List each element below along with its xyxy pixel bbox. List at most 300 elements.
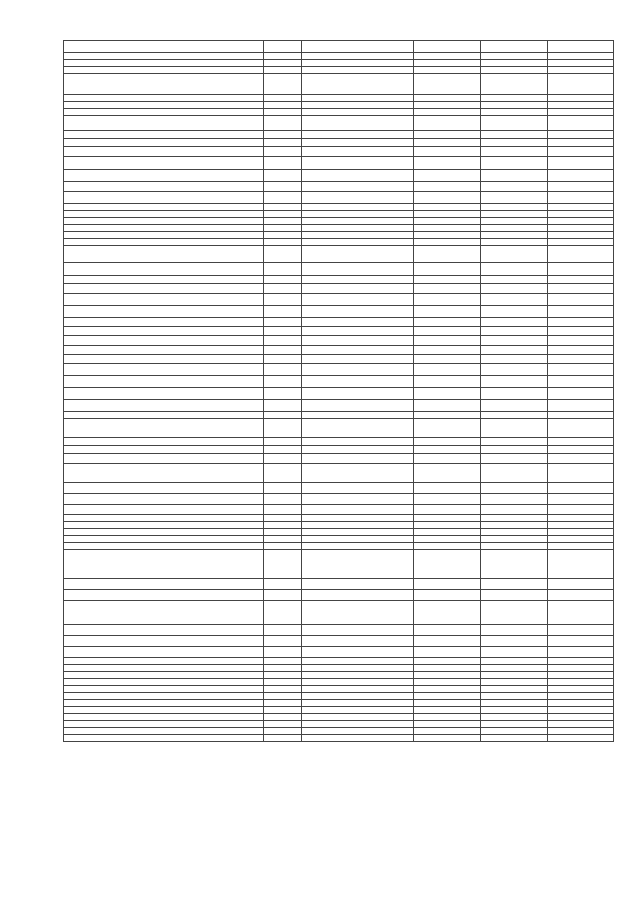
- row-executed-cell: [481, 364, 548, 376]
- row-budget-code-cell: [302, 579, 414, 590]
- row-name-cell: [64, 327, 264, 336]
- row-budget-code-cell: [302, 284, 414, 294]
- row-unexecuted-cell: [548, 464, 614, 483]
- table-row: [64, 147, 614, 157]
- row-line-code-cell: [264, 590, 302, 601]
- row-approved-cell: [414, 53, 481, 60]
- row-approved-cell: [414, 327, 481, 336]
- row-approved-cell: [414, 672, 481, 679]
- row-budget-code-cell: [302, 182, 414, 192]
- row-name-cell: [64, 464, 264, 483]
- row-name-cell: [64, 636, 264, 647]
- row-budget-code-cell: [302, 60, 414, 67]
- row-approved-cell: [414, 529, 481, 536]
- row-name-cell: [64, 388, 264, 400]
- row-line-code-cell: [264, 170, 302, 182]
- row-unexecuted-cell: [548, 412, 614, 419]
- table-row: [64, 505, 614, 515]
- row-approved-cell: [414, 109, 481, 116]
- row-approved-cell: [414, 336, 481, 346]
- row-budget-code-cell: [302, 204, 414, 211]
- row-budget-code-cell: [302, 170, 414, 182]
- row-unexecuted-cell: [548, 735, 614, 742]
- row-approved-cell: [414, 376, 481, 388]
- row-approved-cell: [414, 239, 481, 246]
- row-executed-cell: [481, 116, 548, 131]
- table-row: [64, 625, 614, 636]
- row-budget-code-cell: [302, 211, 414, 218]
- row-executed-cell: [481, 483, 548, 494]
- row-executed-cell: [481, 700, 548, 707]
- row-line-code-cell: [264, 204, 302, 211]
- row-unexecuted-cell: [548, 60, 614, 67]
- table-row: [64, 454, 614, 464]
- row-unexecuted-cell: [548, 67, 614, 74]
- row-name-cell: [64, 67, 264, 74]
- table-row: [64, 60, 614, 67]
- table-row: [64, 131, 614, 139]
- table-row: [64, 192, 614, 204]
- row-executed-cell: [481, 263, 548, 276]
- row-line-code-cell: [264, 536, 302, 543]
- row-executed-cell: [481, 686, 548, 693]
- row-executed-cell: [481, 41, 548, 53]
- row-executed-cell: [481, 647, 548, 658]
- row-unexecuted-cell: [548, 225, 614, 232]
- table-row: [64, 294, 614, 306]
- row-line-code-cell: [264, 543, 302, 550]
- row-approved-cell: [414, 438, 481, 446]
- row-name-cell: [64, 284, 264, 294]
- row-unexecuted-cell: [548, 211, 614, 218]
- row-budget-code-cell: [302, 543, 414, 550]
- row-approved-cell: [414, 700, 481, 707]
- row-approved-cell: [414, 579, 481, 590]
- row-name-cell: [64, 139, 264, 147]
- row-name-cell: [64, 665, 264, 672]
- row-name-cell: [64, 102, 264, 109]
- row-budget-code-cell: [302, 494, 414, 505]
- row-unexecuted-cell: [548, 494, 614, 505]
- row-line-code-cell: [264, 95, 302, 102]
- row-approved-cell: [414, 211, 481, 218]
- row-budget-code-cell: [302, 74, 414, 95]
- table-row: [64, 679, 614, 686]
- row-name-cell: [64, 355, 264, 364]
- row-budget-code-cell: [302, 53, 414, 60]
- row-executed-cell: [481, 721, 548, 728]
- row-budget-code-cell: [302, 225, 414, 232]
- row-approved-cell: [414, 218, 481, 225]
- table-row: [64, 714, 614, 721]
- row-unexecuted-cell: [548, 707, 614, 714]
- table-row: [64, 707, 614, 714]
- row-name-cell: [64, 74, 264, 95]
- row-unexecuted-cell: [548, 355, 614, 364]
- row-executed-cell: [481, 53, 548, 60]
- row-name-cell: [64, 276, 264, 284]
- row-name-cell: [64, 239, 264, 246]
- row-executed-cell: [481, 714, 548, 721]
- row-approved-cell: [414, 95, 481, 102]
- table-row: [64, 376, 614, 388]
- row-executed-cell: [481, 728, 548, 735]
- row-approved-cell: [414, 636, 481, 647]
- row-budget-code-cell: [302, 276, 414, 284]
- row-line-code-cell: [264, 318, 302, 327]
- row-executed-cell: [481, 601, 548, 625]
- row-line-code-cell: [264, 306, 302, 318]
- row-name-cell: [64, 714, 264, 721]
- row-unexecuted-cell: [548, 536, 614, 543]
- row-budget-code-cell: [302, 139, 414, 147]
- row-name-cell: [64, 494, 264, 505]
- row-approved-cell: [414, 536, 481, 543]
- row-line-code-cell: [264, 400, 302, 412]
- row-executed-cell: [481, 355, 548, 364]
- row-budget-code-cell: [302, 364, 414, 376]
- row-executed-cell: [481, 693, 548, 700]
- table-row: [64, 388, 614, 400]
- row-line-code-cell: [264, 116, 302, 131]
- table-row: [64, 419, 614, 438]
- row-executed-cell: [481, 170, 548, 182]
- row-line-code-cell: [264, 53, 302, 60]
- row-unexecuted-cell: [548, 376, 614, 388]
- row-budget-code-cell: [302, 218, 414, 225]
- row-unexecuted-cell: [548, 647, 614, 658]
- row-approved-cell: [414, 364, 481, 376]
- table-row: [64, 658, 614, 665]
- row-name-cell: [64, 346, 264, 355]
- row-executed-cell: [481, 239, 548, 246]
- row-budget-code-cell: [302, 95, 414, 102]
- table-row: [64, 246, 614, 263]
- table-row: [64, 157, 614, 170]
- row-executed-cell: [481, 225, 548, 232]
- row-executed-cell: [481, 232, 548, 239]
- row-name-cell: [64, 672, 264, 679]
- row-name-cell: [64, 707, 264, 714]
- row-unexecuted-cell: [548, 721, 614, 728]
- row-budget-code-cell: [302, 483, 414, 494]
- row-unexecuted-cell: [548, 658, 614, 665]
- table-row: [64, 263, 614, 276]
- table-row: [64, 636, 614, 647]
- row-line-code-cell: [264, 658, 302, 665]
- row-executed-cell: [481, 294, 548, 306]
- row-executed-cell: [481, 109, 548, 116]
- row-unexecuted-cell: [548, 700, 614, 707]
- row-unexecuted-cell: [548, 336, 614, 346]
- row-executed-cell: [481, 543, 548, 550]
- row-executed-cell: [481, 327, 548, 336]
- row-approved-cell: [414, 446, 481, 454]
- row-budget-code-cell: [302, 505, 414, 515]
- row-line-code-cell: [264, 225, 302, 232]
- row-line-code-cell: [264, 672, 302, 679]
- row-executed-cell: [481, 665, 548, 672]
- row-approved-cell: [414, 41, 481, 53]
- table-row: [64, 686, 614, 693]
- row-executed-cell: [481, 147, 548, 157]
- row-line-code-cell: [264, 109, 302, 116]
- row-budget-code-cell: [302, 665, 414, 672]
- row-unexecuted-cell: [548, 157, 614, 170]
- row-approved-cell: [414, 522, 481, 529]
- row-budget-code-cell: [302, 679, 414, 686]
- row-approved-cell: [414, 707, 481, 714]
- row-line-code-cell: [264, 139, 302, 147]
- row-line-code-cell: [264, 647, 302, 658]
- row-executed-cell: [481, 306, 548, 318]
- row-budget-code-cell: [302, 686, 414, 693]
- row-budget-code-cell: [302, 67, 414, 74]
- row-unexecuted-cell: [548, 601, 614, 625]
- row-unexecuted-cell: [548, 294, 614, 306]
- row-unexecuted-cell: [548, 693, 614, 700]
- row-unexecuted-cell: [548, 505, 614, 515]
- row-name-cell: [64, 211, 264, 218]
- table-row: [64, 67, 614, 74]
- table-row: [64, 700, 614, 707]
- row-name-cell: [64, 446, 264, 454]
- table-row: [64, 579, 614, 590]
- row-approved-cell: [414, 728, 481, 735]
- row-unexecuted-cell: [548, 239, 614, 246]
- row-line-code-cell: [264, 147, 302, 157]
- table-row: [64, 601, 614, 625]
- row-line-code-cell: [264, 246, 302, 263]
- table-row: [64, 550, 614, 579]
- row-unexecuted-cell: [548, 109, 614, 116]
- row-approved-cell: [414, 246, 481, 263]
- table-row: [64, 400, 614, 412]
- row-budget-code-cell: [302, 388, 414, 400]
- row-executed-cell: [481, 658, 548, 665]
- row-executed-cell: [481, 95, 548, 102]
- table-row: [64, 728, 614, 735]
- row-budget-code-cell: [302, 355, 414, 364]
- table-row: [64, 204, 614, 211]
- table-row: [64, 139, 614, 147]
- table-row: [64, 225, 614, 232]
- row-line-code-cell: [264, 182, 302, 192]
- row-unexecuted-cell: [548, 590, 614, 601]
- row-approved-cell: [414, 232, 481, 239]
- row-approved-cell: [414, 67, 481, 74]
- row-line-code-cell: [264, 454, 302, 464]
- row-name-cell: [64, 438, 264, 446]
- row-unexecuted-cell: [548, 276, 614, 284]
- budget-execution-table: [63, 40, 614, 742]
- row-unexecuted-cell: [548, 672, 614, 679]
- row-approved-cell: [414, 601, 481, 625]
- table-row: [64, 116, 614, 131]
- row-line-code-cell: [264, 721, 302, 728]
- row-approved-cell: [414, 679, 481, 686]
- row-unexecuted-cell: [548, 306, 614, 318]
- row-executed-cell: [481, 550, 548, 579]
- table-row: [64, 494, 614, 505]
- row-line-code-cell: [264, 218, 302, 225]
- row-unexecuted-cell: [548, 686, 614, 693]
- row-line-code-cell: [264, 284, 302, 294]
- row-name-cell: [64, 170, 264, 182]
- row-executed-cell: [481, 529, 548, 536]
- row-approved-cell: [414, 400, 481, 412]
- row-approved-cell: [414, 294, 481, 306]
- row-approved-cell: [414, 225, 481, 232]
- row-executed-cell: [481, 454, 548, 464]
- row-executed-cell: [481, 218, 548, 225]
- row-approved-cell: [414, 483, 481, 494]
- row-approved-cell: [414, 318, 481, 327]
- row-line-code-cell: [264, 60, 302, 67]
- row-approved-cell: [414, 355, 481, 364]
- row-name-cell: [64, 579, 264, 590]
- row-unexecuted-cell: [548, 74, 614, 95]
- row-executed-cell: [481, 412, 548, 419]
- row-budget-code-cell: [302, 116, 414, 131]
- table-row: [64, 464, 614, 483]
- row-executed-cell: [481, 139, 548, 147]
- row-line-code-cell: [264, 601, 302, 625]
- row-approved-cell: [414, 170, 481, 182]
- row-line-code-cell: [264, 355, 302, 364]
- row-name-cell: [64, 529, 264, 536]
- row-name-cell: [64, 60, 264, 67]
- row-executed-cell: [481, 204, 548, 211]
- row-line-code-cell: [264, 550, 302, 579]
- row-budget-code-cell: [302, 693, 414, 700]
- row-line-code-cell: [264, 131, 302, 139]
- row-name-cell: [64, 41, 264, 53]
- row-budget-code-cell: [302, 102, 414, 109]
- row-budget-code-cell: [302, 714, 414, 721]
- table-row: [64, 446, 614, 454]
- table-row: [64, 306, 614, 318]
- row-unexecuted-cell: [548, 284, 614, 294]
- row-unexecuted-cell: [548, 346, 614, 355]
- row-unexecuted-cell: [548, 246, 614, 263]
- row-budget-code-cell: [302, 590, 414, 601]
- row-approved-cell: [414, 131, 481, 139]
- row-name-cell: [64, 550, 264, 579]
- row-unexecuted-cell: [548, 714, 614, 721]
- row-approved-cell: [414, 494, 481, 505]
- row-name-cell: [64, 376, 264, 388]
- table-row: [64, 95, 614, 102]
- row-line-code-cell: [264, 515, 302, 522]
- row-line-code-cell: [264, 157, 302, 170]
- row-name-cell: [64, 192, 264, 204]
- row-approved-cell: [414, 412, 481, 419]
- table-row: [64, 438, 614, 446]
- row-approved-cell: [414, 263, 481, 276]
- row-budget-code-cell: [302, 400, 414, 412]
- row-budget-code-cell: [302, 454, 414, 464]
- row-line-code-cell: [264, 700, 302, 707]
- row-budget-code-cell: [302, 446, 414, 454]
- row-name-cell: [64, 109, 264, 116]
- row-line-code-cell: [264, 494, 302, 505]
- row-budget-code-cell: [302, 294, 414, 306]
- row-budget-code-cell: [302, 735, 414, 742]
- row-approved-cell: [414, 60, 481, 67]
- row-name-cell: [64, 218, 264, 225]
- row-name-cell: [64, 182, 264, 192]
- row-approved-cell: [414, 116, 481, 131]
- table-row: [64, 590, 614, 601]
- row-executed-cell: [481, 400, 548, 412]
- row-approved-cell: [414, 647, 481, 658]
- row-name-cell: [64, 412, 264, 419]
- table-row: [64, 170, 614, 182]
- row-budget-code-cell: [302, 550, 414, 579]
- row-approved-cell: [414, 192, 481, 204]
- row-executed-cell: [481, 505, 548, 515]
- row-line-code-cell: [264, 294, 302, 306]
- row-budget-code-cell: [302, 700, 414, 707]
- row-executed-cell: [481, 438, 548, 446]
- row-approved-cell: [414, 735, 481, 742]
- table-row: [64, 211, 614, 218]
- row-approved-cell: [414, 284, 481, 294]
- row-name-cell: [64, 686, 264, 693]
- row-executed-cell: [481, 590, 548, 601]
- row-budget-code-cell: [302, 192, 414, 204]
- row-approved-cell: [414, 464, 481, 483]
- row-name-cell: [64, 721, 264, 728]
- row-unexecuted-cell: [548, 446, 614, 454]
- row-budget-code-cell: [302, 131, 414, 139]
- row-name-cell: [64, 590, 264, 601]
- table-row: [64, 232, 614, 239]
- row-name-cell: [64, 505, 264, 515]
- row-unexecuted-cell: [548, 483, 614, 494]
- row-name-cell: [64, 364, 264, 376]
- row-line-code-cell: [264, 74, 302, 95]
- row-unexecuted-cell: [548, 263, 614, 276]
- row-approved-cell: [414, 182, 481, 192]
- row-unexecuted-cell: [548, 550, 614, 579]
- row-name-cell: [64, 95, 264, 102]
- row-budget-code-cell: [302, 721, 414, 728]
- row-budget-code-cell: [302, 636, 414, 647]
- row-approved-cell: [414, 693, 481, 700]
- row-budget-code-cell: [302, 147, 414, 157]
- row-name-cell: [64, 318, 264, 327]
- row-budget-code-cell: [302, 438, 414, 446]
- row-unexecuted-cell: [548, 232, 614, 239]
- row-name-cell: [64, 679, 264, 686]
- row-approved-cell: [414, 721, 481, 728]
- row-line-code-cell: [264, 327, 302, 336]
- row-unexecuted-cell: [548, 182, 614, 192]
- table-row: [64, 536, 614, 543]
- row-line-code-cell: [264, 336, 302, 346]
- row-approved-cell: [414, 590, 481, 601]
- row-approved-cell: [414, 686, 481, 693]
- row-executed-cell: [481, 102, 548, 109]
- row-name-cell: [64, 601, 264, 625]
- table-row: [64, 483, 614, 494]
- row-unexecuted-cell: [548, 529, 614, 536]
- row-line-code-cell: [264, 388, 302, 400]
- table-row: [64, 346, 614, 355]
- row-budget-code-cell: [302, 157, 414, 170]
